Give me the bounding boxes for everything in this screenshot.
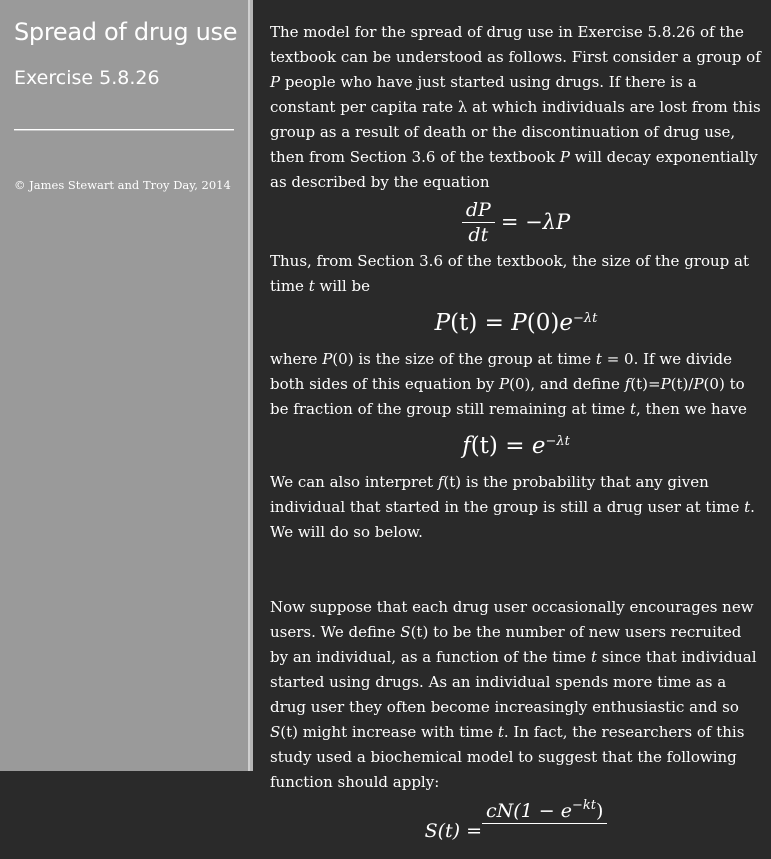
paragraph-spacer	[270, 570, 762, 595]
paragraph-recruitment: Now suppose that each drug user occasionally encourages new users. We define S(t) to be the number of new users recruited by an individual, as a function of the time t since that individual started using drugs. As an individual spends more time as a drug user they often become increasingly enthusiastic and so S(t) might increase with time t. In fact, the researchers of this study used a biochemical model to suggest that the following function should apply:	[270, 598, 757, 791]
equation-recruitment-function	[270, 795, 762, 859]
paragraph-probability: We can also interpret f(t) is the probability that any given individual that started in the group is still a drug user at time t. We will do so below.	[270, 473, 755, 541]
equation-exponential-solution: $P(t) = P(0)e^{-\lambda t}$	[434, 310, 598, 336]
paragraph-intro: The model for the spread of drug use in Exercise 5.8.26 of the textbook can be understood as follows. First consider a group of P people who have just started using drugs. If there is a constant per capita rate λ at which individuals are lost from this group as a result of death or the discontinuation of drug use, then from Section 3.6 of the textbook P will decay exponentially as described by the equation	[270, 23, 761, 191]
fraction-numerator: $cN(1 - e^{-kt})$	[482, 799, 607, 824]
exercise-subtitle: Exercise 5.8.26	[14, 67, 160, 89]
equation-decay-ode	[270, 195, 762, 249]
paragraph-spacer	[270, 545, 762, 570]
equation-fraction	[462, 198, 495, 247]
paragraph-fraction-definition: where P(0) is the size of the group at time t = 0. If we divide both sides of this equation by P(0), and define f(t)=P(t)/P(0) to be fraction of the group still remaining at time t, then we have	[270, 350, 747, 418]
sidebar	[0, 0, 248, 771]
sidebar-divider	[14, 129, 234, 130]
main-content	[253, 0, 771, 842]
fraction-denominator: dt	[468, 223, 489, 246]
page-title: Spread of drug use	[14, 18, 238, 46]
copyright-notice: © James Stewart and Troy Day, 2014	[14, 178, 231, 192]
paragraph-solution: Thus, from Section 3.6 of the textbook, the size of the group at time t will be	[270, 252, 749, 295]
equation-rhs: = −λP	[500, 209, 571, 234]
article-body	[270, 20, 762, 859]
equation-lhs: S(t) =	[424, 820, 482, 842]
equation-fraction-remaining: $f(t) = e^{-\lambda t}$	[462, 433, 570, 459]
fraction-numerator: dP	[462, 198, 495, 223]
